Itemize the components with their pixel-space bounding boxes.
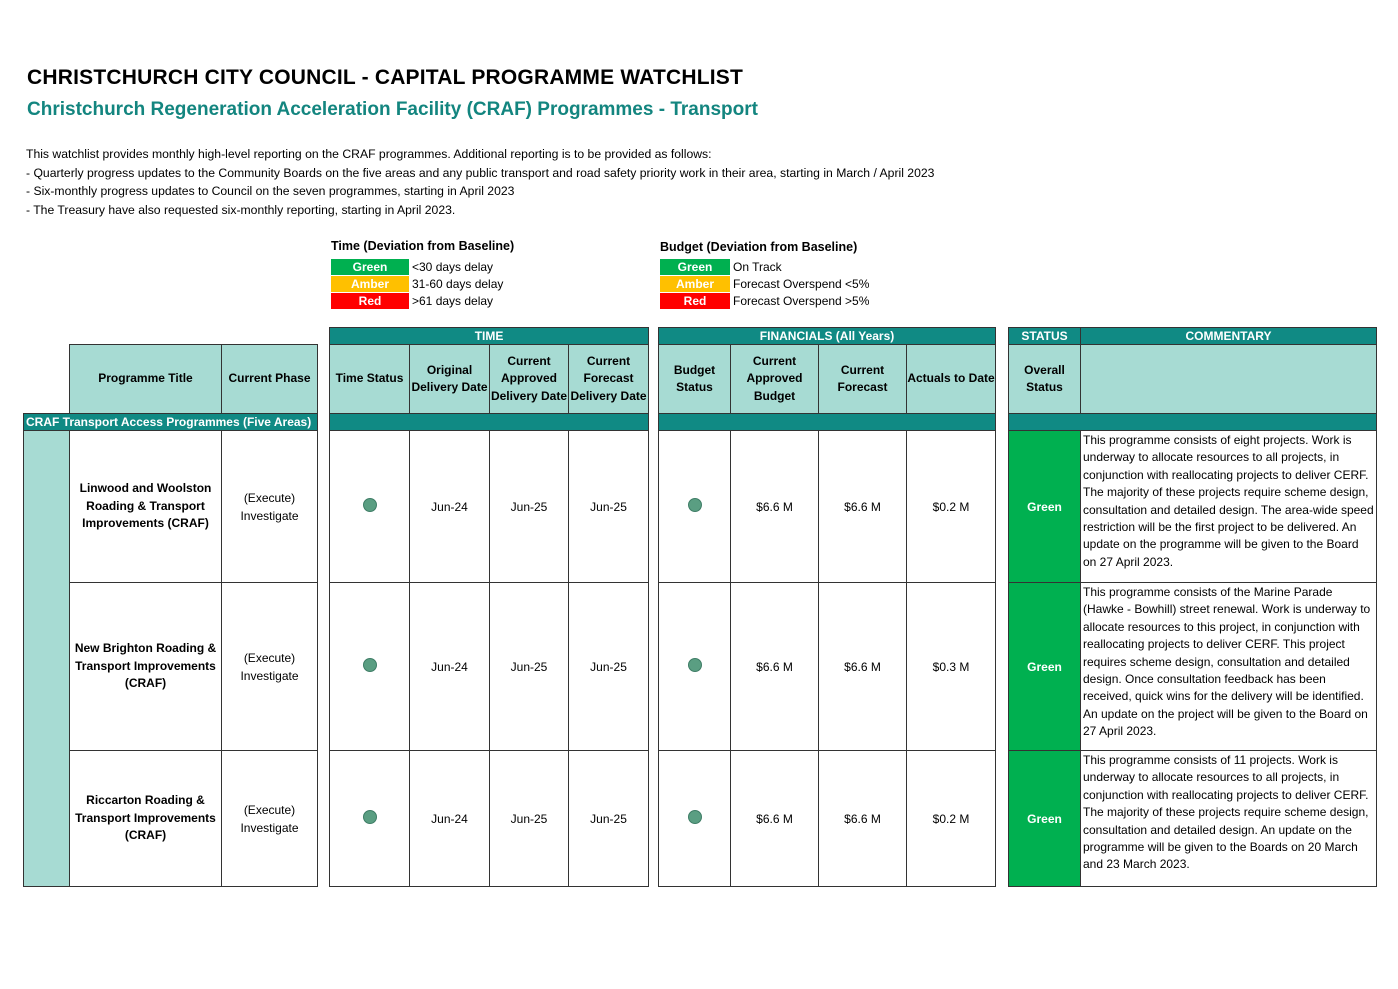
time-legend-title: Time (Deviation from Baseline)	[331, 239, 515, 253]
intro-line: - Six-monthly progress updates to Council on the seven programmes, starting in April 2023	[26, 184, 515, 198]
side-bar	[24, 431, 70, 887]
status-dot-icon	[688, 498, 702, 512]
table-row	[1009, 431, 1377, 583]
time-table	[329, 327, 649, 887]
approved-delivery: Jun-25	[490, 431, 569, 583]
intro-line: - Quarterly progress updates to the Community Boards on the five areas and any public transport and road safety priority work in their area, starting in March / April 2023	[26, 165, 935, 180]
programme-title: Linwood and Woolston Roading & Transport Improvements (CRAF)	[70, 431, 222, 583]
actuals: $0.3 M	[907, 583, 996, 751]
approved-budget: $6.6 M	[731, 431, 819, 583]
phase-line: Investigate	[240, 508, 299, 523]
legend-chip-green: Green	[331, 259, 409, 275]
col-header-forecast-delivery: Current Forecast Delivery Date	[569, 345, 649, 414]
blank-cell	[24, 345, 70, 414]
table-row	[659, 431, 996, 583]
status-dot-icon	[363, 658, 377, 672]
forecast-delivery: Jun-25	[569, 431, 649, 583]
table-row	[1009, 583, 1377, 751]
legend-chip-green: Green	[660, 259, 730, 275]
legend-row	[331, 258, 514, 275]
status-dot-icon	[688, 810, 702, 824]
commentary: This programme consists of the Marine Parade (Hawke - Bowhill) street renewal. Work is underway to allocate resources to this project, in conjunction with reallocating projects to deliver CERF. This project requires scheme design, consultation and detailed design. Once consultation feedback has been received, quick wins for the delivery will be identified. An update on the project will be given to the Board on 27 April 2023.	[1081, 583, 1377, 751]
table-row	[330, 751, 649, 887]
section-bar	[659, 414, 996, 431]
intro-text	[26, 145, 934, 219]
legend-row	[660, 292, 869, 309]
intro-line: This watchlist provides monthly high-level reporting on the CRAF programmes. Additional reporting is to be provided as follows:	[26, 147, 712, 161]
legend-chip-red: Red	[331, 293, 409, 309]
table-row	[24, 431, 318, 583]
status-dot-icon	[688, 658, 702, 672]
band-status: STATUS	[1009, 328, 1081, 345]
legend-row	[660, 258, 869, 275]
current-forecast: $6.6 M	[819, 751, 907, 887]
programme-table	[23, 344, 318, 887]
legend-row	[331, 292, 514, 309]
budget-status	[659, 583, 731, 751]
original-delivery: Jun-24	[410, 751, 490, 887]
legend-chip-amber: Amber	[660, 276, 730, 292]
legend-row	[660, 275, 869, 292]
approved-delivery: Jun-25	[490, 751, 569, 887]
intro-line: - The Treasury have also requested six-monthly reporting, starting in April 2023.	[26, 202, 456, 217]
col-header-programme-title: Programme Title	[70, 345, 222, 414]
actuals: $0.2 M	[907, 751, 996, 887]
commentary: This programme consists of 11 projects. Work is underway to allocate resources to all projects, in conjunction with reallocating projects to deliver CERF. The majority of these projects require scheme design, consultation and detailed design. An update on the programme will be given to the Boards on 20 March and 23 March 2023.	[1081, 751, 1377, 887]
legend-row	[331, 275, 514, 292]
current-phase	[222, 583, 318, 751]
time-status	[330, 431, 410, 583]
overall-status: Green	[1009, 583, 1081, 751]
section-bar	[330, 414, 649, 431]
financials-table	[658, 327, 996, 887]
col-header-time-status: Time Status	[330, 345, 410, 414]
approved-budget: $6.6 M	[731, 751, 819, 887]
phase-line: (Execute)	[243, 650, 296, 665]
legend-desc: <30 days delay	[412, 259, 494, 274]
section-label: CRAF Transport Access Programmes (Five Areas)	[24, 414, 318, 431]
overall-status: Green	[1009, 431, 1081, 583]
band-time: TIME	[330, 328, 649, 345]
phase-line: Investigate	[240, 668, 299, 683]
budget-status	[659, 751, 731, 887]
status-dot-icon	[363, 810, 377, 824]
time-status	[330, 583, 410, 751]
original-delivery: Jun-24	[410, 583, 490, 751]
phase-line: Investigate	[240, 820, 299, 835]
col-header-approved-delivery: Current Approved Delivery Date	[490, 345, 569, 414]
approved-delivery: Jun-25	[490, 583, 569, 751]
phase-line: (Execute)	[243, 490, 296, 505]
col-header-actuals: Actuals to Date	[907, 345, 996, 414]
band-financials: FINANCIALS (All Years)	[659, 328, 996, 345]
phase-line: (Execute)	[243, 802, 296, 817]
legend-desc: 31-60 days delay	[412, 276, 504, 291]
legend-chip-red: Red	[660, 293, 730, 309]
col-header-overall-status: Overall Status	[1009, 345, 1081, 414]
current-phase	[222, 751, 318, 887]
col-header-approved-budget: Current Approved Budget	[731, 345, 819, 414]
legend-chip-amber: Amber	[331, 276, 409, 292]
col-header-current-forecast: Current Forecast	[819, 345, 907, 414]
legend-desc: >61 days delay	[412, 293, 494, 308]
legend-desc: Forecast Overspend <5%	[733, 276, 870, 291]
budget-status	[659, 431, 731, 583]
budget-legend	[660, 240, 869, 309]
time-legend	[331, 239, 514, 309]
current-phase	[222, 431, 318, 583]
programme-title: Riccarton Roading & Transport Improvements (CRAF)	[70, 751, 222, 887]
current-forecast: $6.6 M	[819, 583, 907, 751]
col-header-original-delivery: Original Delivery Date	[410, 345, 490, 414]
col-header-commentary-blank	[1081, 345, 1377, 414]
section-bar	[1009, 414, 1377, 431]
legend-desc: On Track	[733, 259, 782, 274]
table-row	[330, 583, 649, 751]
status-dot-icon	[363, 498, 377, 512]
band-commentary: COMMENTARY	[1081, 328, 1377, 345]
time-status	[330, 751, 410, 887]
table-row	[659, 583, 996, 751]
table-row	[330, 431, 649, 583]
overall-status: Green	[1009, 751, 1081, 887]
approved-budget: $6.6 M	[731, 583, 819, 751]
actuals: $0.2 M	[907, 431, 996, 583]
table-row	[1009, 751, 1377, 887]
budget-legend-title: Budget (Deviation from Baseline)	[660, 240, 858, 254]
col-header-current-phase: Current Phase	[222, 345, 318, 414]
table-row	[659, 751, 996, 887]
programme-title: New Brighton Roading & Transport Improvements (CRAF)	[70, 583, 222, 751]
forecast-delivery: Jun-25	[569, 751, 649, 887]
current-forecast: $6.6 M	[819, 431, 907, 583]
legend-desc: Forecast Overspend >5%	[733, 293, 870, 308]
status-commentary-table	[1008, 327, 1377, 887]
forecast-delivery: Jun-25	[569, 583, 649, 751]
commentary: This programme consists of eight projects. Work is underway to allocate resources to all projects, in conjunction with reallocating projects to deliver CERF. The majority of these projects require scheme design, consultation and detailed design. The area-wide speed restriction will be the first project to be delivered. An update on the programme will be given to the Board on 27 April 2023.	[1081, 431, 1377, 583]
original-delivery: Jun-24	[410, 431, 490, 583]
col-header-budget-status: Budget Status	[659, 345, 731, 414]
page-subtitle: Christchurch Regeneration Acceleration Facility (CRAF) Programmes - Transport	[27, 99, 758, 120]
page-title: CHRISTCHURCH CITY COUNCIL - CAPITAL PROGRAMME WATCHLIST	[27, 66, 744, 89]
